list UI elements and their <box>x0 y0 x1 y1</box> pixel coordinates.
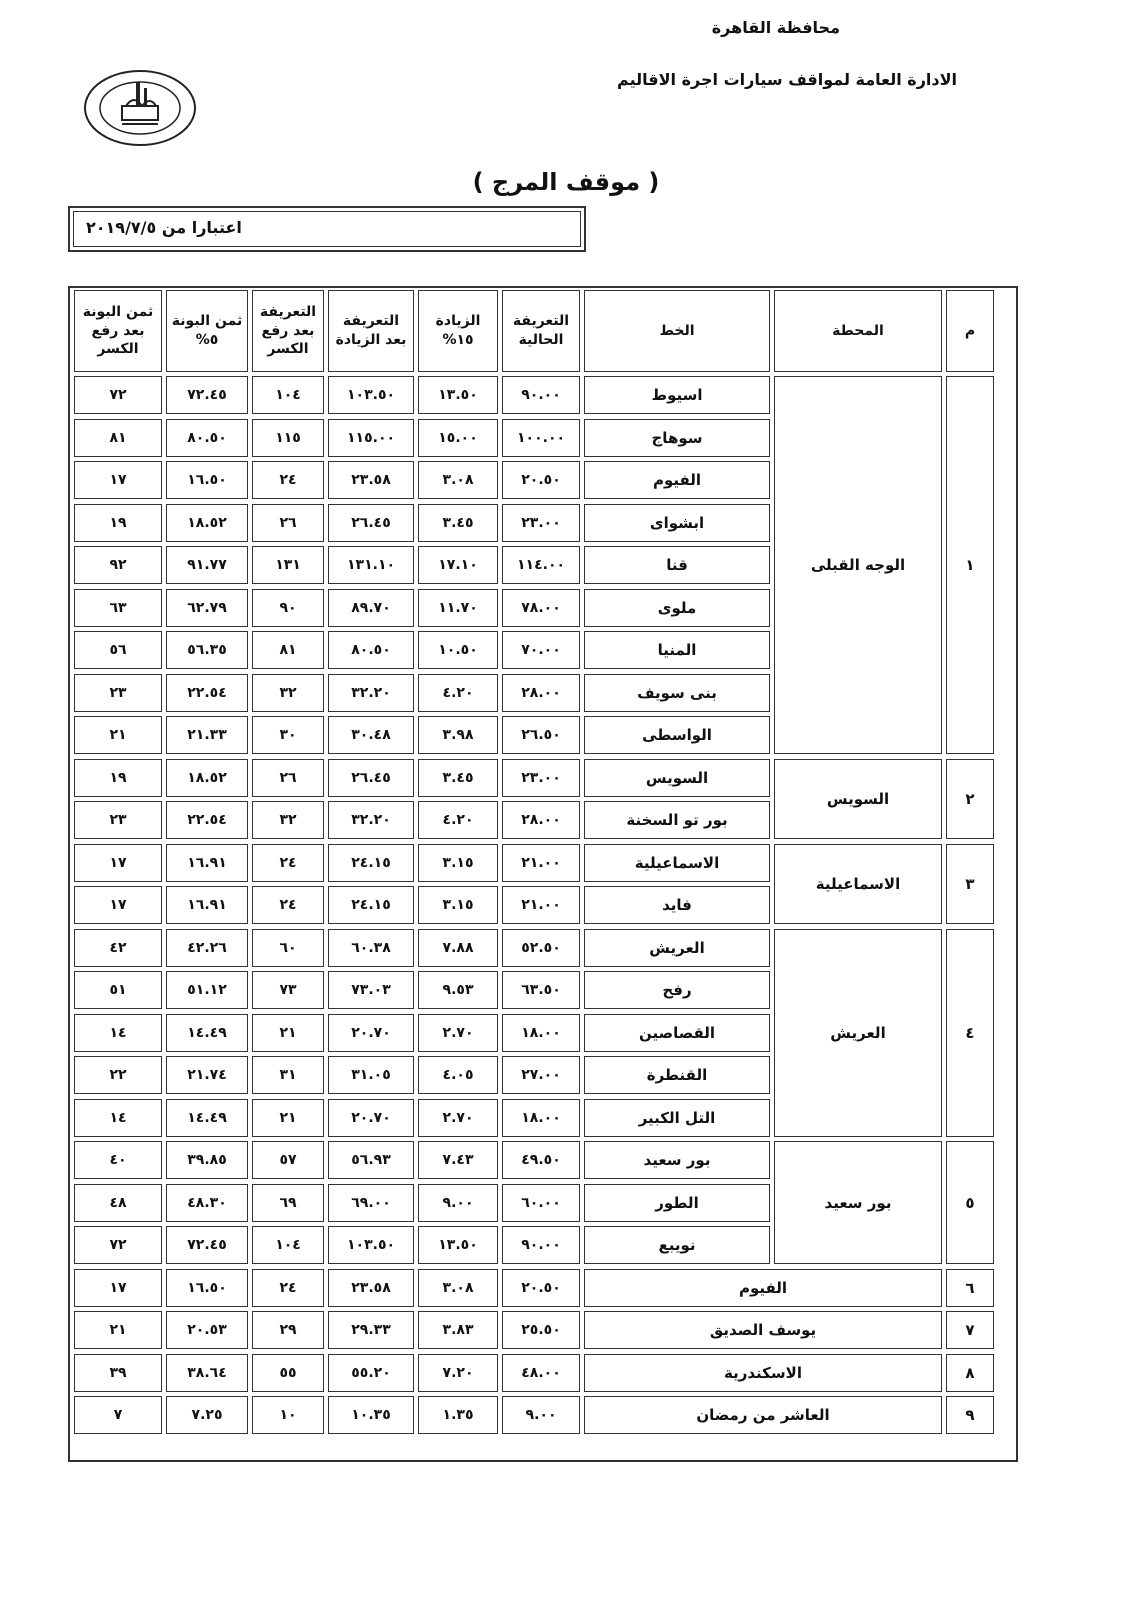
station-number: ٥ <box>946 1141 994 1264</box>
fare-cell: ٤٨.٣٠ <box>166 1184 248 1222</box>
fare-cell: ٧ <box>74 1396 162 1434</box>
fare-cell: ٧٨.٠٠ <box>502 589 580 627</box>
fare-cell: ٧٣.٠٣ <box>328 971 414 1009</box>
fare-cell: ٣٩ <box>74 1354 162 1392</box>
col-header-ticket-5pct: ثمن البونة ٥% <box>166 290 248 372</box>
fare-cell: ٣٢.٢٠ <box>328 801 414 839</box>
fare-cell: ١٨.٠٠ <box>502 1014 580 1052</box>
fare-cell: ١٧ <box>74 1269 162 1307</box>
fare-cell: ٧.٨٨ <box>418 929 498 967</box>
station-number: ٦ <box>946 1269 994 1307</box>
fare-cell: ٨٠.٥٠ <box>328 631 414 669</box>
fare-cell: ٣.٠٨ <box>418 1269 498 1307</box>
fare-cell: ٢٠.٥٣ <box>166 1311 248 1349</box>
station-number: ٤ <box>946 929 994 1137</box>
fare-cell: ٥١ <box>74 971 162 1009</box>
cairo-seal-icon <box>82 68 198 148</box>
line-name: الاسماعيلية <box>584 844 770 882</box>
fare-cell: ١٤ <box>74 1099 162 1137</box>
line-name: رفح <box>584 971 770 1009</box>
fare-cell: ٦٠ <box>252 929 324 967</box>
fare-cell: ١٩ <box>74 504 162 542</box>
fare-cell: ٢٨.٠٠ <box>502 674 580 712</box>
fare-cell: ١٠.٣٥ <box>328 1396 414 1434</box>
fare-cell: ٩٠.٠٠ <box>502 376 580 414</box>
fare-cell: ٢٦.٤٥ <box>328 759 414 797</box>
fare-cell: ٣٢.٢٠ <box>328 674 414 712</box>
line-name: الطور <box>584 1184 770 1222</box>
fare-cell: ٣.٠٨ <box>418 461 498 499</box>
fare-cell: ٦٢.٧٩ <box>166 589 248 627</box>
fare-cell: ٢٩.٣٣ <box>328 1311 414 1349</box>
fare-cell: ٢٤ <box>252 886 324 924</box>
fare-cell: ٢١ <box>252 1099 324 1137</box>
fare-cell: ٢٤ <box>252 844 324 882</box>
tariff-table <box>68 286 1018 1462</box>
station-name: بور سعيد <box>774 1141 942 1264</box>
fare-cell: ٣١ <box>252 1056 324 1094</box>
effective-date-box <box>68 206 586 252</box>
fare-cell: ٢٤.١٥ <box>328 886 414 924</box>
fare-cell: ١٦.٩١ <box>166 844 248 882</box>
fare-cell: ٤.٠٥ <box>418 1056 498 1094</box>
line-name: ابشواى <box>584 504 770 542</box>
fare-cell: ٢١ <box>74 716 162 754</box>
line-name: الفيوم <box>584 1269 942 1307</box>
fare-cell: ٢٥.٥٠ <box>502 1311 580 1349</box>
fare-cell: ١١.٧٠ <box>418 589 498 627</box>
col-header-ticket-rounded: ثمن البونة بعد رفع الكسر <box>74 290 162 372</box>
fare-cell: ٧٠.٠٠ <box>502 631 580 669</box>
station-number: ٢ <box>946 759 994 840</box>
col-header-fare-after-increase: التعريفة بعد الزيادة <box>328 290 414 372</box>
fare-cell: ١٠.٥٠ <box>418 631 498 669</box>
fare-cell: ٢١ <box>74 1311 162 1349</box>
station-number: ٨ <box>946 1354 994 1392</box>
fare-cell: ٢١.٠٠ <box>502 844 580 882</box>
fare-cell: ١٨.٥٢ <box>166 759 248 797</box>
fare-cell: ٨١ <box>252 631 324 669</box>
station-name: السويس <box>774 759 942 840</box>
fare-cell: ٧٣ <box>252 971 324 1009</box>
fare-cell: ١٠٣.٥٠ <box>328 1226 414 1264</box>
line-name: نويبع <box>584 1226 770 1264</box>
fare-cell: ١٦.٥٠ <box>166 1269 248 1307</box>
fare-cell: ٤٠ <box>74 1141 162 1179</box>
fare-cell: ٢٣ <box>74 801 162 839</box>
fare-cell: ٢٣.٠٠ <box>502 504 580 542</box>
fare-cell: ٣٨.٦٤ <box>166 1354 248 1392</box>
line-name: السويس <box>584 759 770 797</box>
fare-cell: ٨٠.٥٠ <box>166 419 248 457</box>
line-name: العريش <box>584 929 770 967</box>
line-name: سوهاج <box>584 419 770 457</box>
fare-cell: ٢٢ <box>74 1056 162 1094</box>
fare-cell: ٢٦ <box>252 759 324 797</box>
fare-cell: ٥١.١٢ <box>166 971 248 1009</box>
line-name: يوسف الصديق <box>584 1311 942 1349</box>
fare-cell: ٣.٤٥ <box>418 759 498 797</box>
line-name: المنيا <box>584 631 770 669</box>
department-header: الادارة العامة لمواقف سيارات اجرة الاقاليم <box>617 70 957 89</box>
fare-cell: ٢٣.٥٨ <box>328 1269 414 1307</box>
fare-cell: ٦٩.٠٠ <box>328 1184 414 1222</box>
fare-cell: ١٥.٠٠ <box>418 419 498 457</box>
col-header-index: م <box>946 290 994 372</box>
fare-cell: ٢٦.٤٥ <box>328 504 414 542</box>
fare-cell: ٧.٢٥ <box>166 1396 248 1434</box>
fare-cell: ١٨.٥٢ <box>166 504 248 542</box>
fare-cell: ٥٦.٩٣ <box>328 1141 414 1179</box>
fare-cell: ٧٢ <box>74 376 162 414</box>
effective-date: اعتبارا من ٢٠١٩/٧/٥ <box>86 218 242 237</box>
fare-cell: ٢٢.٥٤ <box>166 674 248 712</box>
line-name: الاسكندرية <box>584 1354 942 1392</box>
fare-cell: ٤٩.٥٠ <box>502 1141 580 1179</box>
col-header-current-fare: التعريفة الحالية <box>502 290 580 372</box>
fare-cell: ٢٠.٧٠ <box>328 1099 414 1137</box>
fare-cell: ١٠٤ <box>252 1226 324 1264</box>
fare-cell: ٨٩.٧٠ <box>328 589 414 627</box>
fare-cell: ٢٤ <box>252 1269 324 1307</box>
fare-cell: ١.٣٥ <box>418 1396 498 1434</box>
line-name: التل الكبير <box>584 1099 770 1137</box>
fare-cell: ٦٠.٣٨ <box>328 929 414 967</box>
fare-cell: ١٠٠.٠٠ <box>502 419 580 457</box>
fare-cell: ٩١.٧٧ <box>166 546 248 584</box>
fare-cell: ٦٣ <box>74 589 162 627</box>
fare-cell: ١٧ <box>74 886 162 924</box>
fare-cell: ١٣.٥٠ <box>418 1226 498 1264</box>
col-header-station: المحطة <box>774 290 942 372</box>
fare-cell: ٤.٢٠ <box>418 674 498 712</box>
fare-cell: ٥٦.٣٥ <box>166 631 248 669</box>
station-name: الاسماعيلية <box>774 844 942 925</box>
fare-cell: ٢١.٠٠ <box>502 886 580 924</box>
fare-cell: ١٠ <box>252 1396 324 1434</box>
fare-cell: ١٧.١٠ <box>418 546 498 584</box>
line-name: العاشر من رمضان <box>584 1396 942 1434</box>
fare-cell: ٣٢ <box>252 801 324 839</box>
fare-cell: ٩.٠٠ <box>418 1184 498 1222</box>
fare-cell: ٢.٧٠ <box>418 1099 498 1137</box>
station-number: ١ <box>946 376 994 754</box>
line-name: ملوى <box>584 589 770 627</box>
fare-cell: ٢٠.٥٠ <box>502 461 580 499</box>
station-name: العريش <box>774 929 942 1137</box>
fare-cell: ٦٠.٠٠ <box>502 1184 580 1222</box>
fare-cell: ٣١.٠٥ <box>328 1056 414 1094</box>
fare-cell: ٥٢.٥٠ <box>502 929 580 967</box>
fare-cell: ٣٠.٤٨ <box>328 716 414 754</box>
fare-cell: ١٣١.١٠ <box>328 546 414 584</box>
fare-cell: ٣.١٥ <box>418 886 498 924</box>
fare-cell: ٩.٥٣ <box>418 971 498 1009</box>
fare-cell: ١٩ <box>74 759 162 797</box>
fare-cell: ٢٤ <box>252 461 324 499</box>
fare-cell: ١٧ <box>74 844 162 882</box>
fare-cell: ٢١.٣٣ <box>166 716 248 754</box>
page-title: ( موقف المرج ) <box>472 168 660 196</box>
fare-cell: ٣.٩٨ <box>418 716 498 754</box>
fare-cell: ٣٩.٨٥ <box>166 1141 248 1179</box>
fare-cell: ١١٥ <box>252 419 324 457</box>
station-number: ٧ <box>946 1311 994 1349</box>
fare-cell: ١٣.٥٠ <box>418 376 498 414</box>
fare-cell: ٥٧ <box>252 1141 324 1179</box>
fare-cell: ٢٦.٥٠ <box>502 716 580 754</box>
fare-cell: ١٣١ <box>252 546 324 584</box>
fare-cell: ٢١.٧٤ <box>166 1056 248 1094</box>
fare-cell: ٤٨ <box>74 1184 162 1222</box>
fare-cell: ٢٣.٠٠ <box>502 759 580 797</box>
fare-cell: ٧٢.٤٥ <box>166 1226 248 1264</box>
fare-cell: ٢٠.٥٠ <box>502 1269 580 1307</box>
fare-cell: ٣٠ <box>252 716 324 754</box>
station-number: ٩ <box>946 1396 994 1434</box>
fare-cell: ٢٩ <box>252 1311 324 1349</box>
station-name: الوجه القبلى <box>774 376 942 754</box>
line-name: بور سعيد <box>584 1141 770 1179</box>
fare-cell: ٢٤.١٥ <box>328 844 414 882</box>
fare-cell: ١٨.٠٠ <box>502 1099 580 1137</box>
line-name: اسيوط <box>584 376 770 414</box>
fare-cell: ١٧ <box>74 461 162 499</box>
col-header-increase: الزيادة ١٥% <box>418 290 498 372</box>
fare-cell: ٧٢ <box>74 1226 162 1264</box>
fare-cell: ١٤.٤٩ <box>166 1014 248 1052</box>
col-header-line: الخط <box>584 290 770 372</box>
governorate-header: محافظة القاهرة <box>711 18 840 37</box>
fare-cell: ٧.٢٠ <box>418 1354 498 1392</box>
col-header-fare-rounded: التعريفة بعد رفع الكسر <box>252 290 324 372</box>
fare-cell: ١٤.٤٩ <box>166 1099 248 1137</box>
fare-cell: ٩.٠٠ <box>502 1396 580 1434</box>
line-name: بور تو السخنة <box>584 801 770 839</box>
fare-cell: ١١٥.٠٠ <box>328 419 414 457</box>
line-name: القصاصين <box>584 1014 770 1052</box>
fare-cell: ٤.٢٠ <box>418 801 498 839</box>
fare-cell: ١٠٤ <box>252 376 324 414</box>
fare-cell: ٣٢ <box>252 674 324 712</box>
fare-cell: ٤٢.٢٦ <box>166 929 248 967</box>
fare-cell: ١١٤.٠٠ <box>502 546 580 584</box>
fare-cell: ٢٣ <box>74 674 162 712</box>
fare-cell: ٥٥.٢٠ <box>328 1354 414 1392</box>
fare-cell: ٨١ <box>74 419 162 457</box>
fare-cell: ١٦.٥٠ <box>166 461 248 499</box>
line-name: قنا <box>584 546 770 584</box>
fare-cell: ٦٩ <box>252 1184 324 1222</box>
line-name: القنطرة <box>584 1056 770 1094</box>
fare-cell: ٢٢.٥٤ <box>166 801 248 839</box>
line-name: الواسطى <box>584 716 770 754</box>
line-name: فايد <box>584 886 770 924</box>
fare-cell: ١٠٣.٥٠ <box>328 376 414 414</box>
fare-cell: ٣.٨٣ <box>418 1311 498 1349</box>
fare-cell: ٢٣.٥٨ <box>328 461 414 499</box>
station-number: ٣ <box>946 844 994 925</box>
fare-cell: ٢٨.٠٠ <box>502 801 580 839</box>
fare-cell: ١٦.٩١ <box>166 886 248 924</box>
fare-cell: ٩٠ <box>252 589 324 627</box>
fare-cell: ٥٥ <box>252 1354 324 1392</box>
fare-cell: ٤٢ <box>74 929 162 967</box>
line-name: الفيوم <box>584 461 770 499</box>
fare-cell: ٩٢ <box>74 546 162 584</box>
fare-cell: ٥٦ <box>74 631 162 669</box>
fare-cell: ٢٠.٧٠ <box>328 1014 414 1052</box>
fare-cell: ٣.٤٥ <box>418 504 498 542</box>
fare-cell: ٩٠.٠٠ <box>502 1226 580 1264</box>
fare-cell: ٧.٤٣ <box>418 1141 498 1179</box>
fare-cell: ٤٨.٠٠ <box>502 1354 580 1392</box>
fare-cell: ٢٧.٠٠ <box>502 1056 580 1094</box>
fare-cell: ٢١ <box>252 1014 324 1052</box>
fare-cell: ٢٦ <box>252 504 324 542</box>
fare-cell: ٧٢.٤٥ <box>166 376 248 414</box>
fare-cell: ٢.٧٠ <box>418 1014 498 1052</box>
fare-cell: ٦٣.٥٠ <box>502 971 580 1009</box>
fare-cell: ٣.١٥ <box>418 844 498 882</box>
line-name: بنى سويف <box>584 674 770 712</box>
fare-cell: ١٤ <box>74 1014 162 1052</box>
